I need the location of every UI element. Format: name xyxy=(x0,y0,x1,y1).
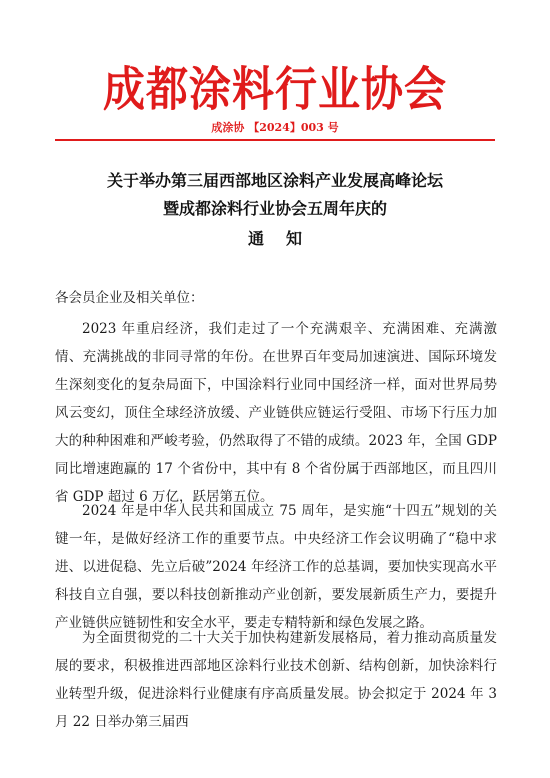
salutation: 各会员企业及相关单位： xyxy=(55,290,204,306)
body-paragraph: 2024 年是中华人民共和国成立 75 周年，是实施“十四五”规划的关键一年，是做好经济工作的重要节点。中央经济工作会议明确了“稳中求进、以进促稳、先立后破”2024 年经济工作的总基调，要加快实现高水平科技自立自强，要以科技创新推动产业创新，要发展新质生产力，要提升产业链供应链韧性和安全水平，要走专精特新和绿色发展之路。 xyxy=(55,503,497,631)
notice-title-line-1: 关于举办第三届西部地区涂料产业发展高峰论坛 xyxy=(106,171,443,190)
organization-title: 成都涂料行业协会 xyxy=(102,62,447,117)
body-paragraph: 2023 年重启经济，我们走过了一个充满艰辛、充满困难、充满激情、充满挑战的非同寻常的年份。在世界百年变局加速演进、国际环境发生深刻变化的复杂局面下，中国涂料行业同中国经济一样，面对世界局势风云变幻，顶住全球经济放缓、产业链供应链运行受阻、市场下行压力加大的种种困难和严峻考验，仍然取得了不错的成绩。2023 年，全国 GDP 同比增速跑赢的 17 个省份中，其中有 8 个省份属于西部地区，而且四川省 GDP 超过 6 万亿，跃居第五位。 xyxy=(55,321,497,505)
notice-title-line-3: 通知 xyxy=(247,229,324,248)
body-paragraph: 为全面贯彻党的二十大关于加快构建新发展格局，着力推动高质量发展的要求，积极推进西部地区涂料行业技术创新、结构创新，加快涂料行业转型升级，促进涂料行业健康有序高质量发展。协会拟定于 2024 年 3 月 22 日举办第三届西 xyxy=(55,630,497,730)
notice-title-line-2: 暨成都涂料行业协会五周年庆的 xyxy=(162,199,387,218)
red-divider-line xyxy=(55,139,495,141)
document-number: 成涂协 【2024】003 号 xyxy=(211,121,339,134)
